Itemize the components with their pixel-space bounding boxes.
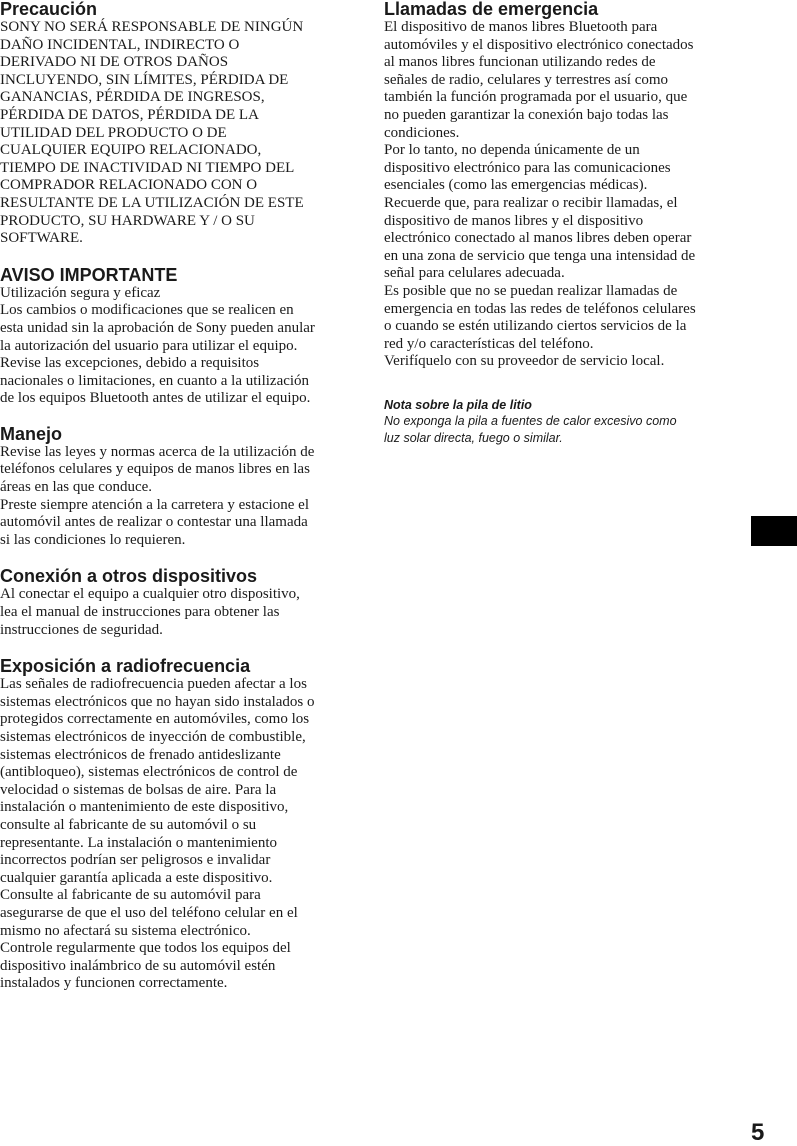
left-column xyxy=(0,0,346,993)
text-conexion: Al conectar el equipo a cualquier otro dispositivo, lea el manual de instrucciones para obtener las instrucciones de seguridad. xyxy=(0,586,300,638)
note-title: Nota sobre la pila de litio xyxy=(384,397,532,412)
note-text: No exponga la pila a fuentes de calor excesivo como luz solar directa, fuego o similar. xyxy=(384,414,677,445)
section-aviso-importante xyxy=(0,266,346,408)
heading-exposicion: Exposición a radiofrecuencia xyxy=(0,656,251,677)
text-aviso-importante: Utilización segura y eficaz Los cambios o modificaciones que se realicen en esta unidad sin la aprobación de Sony pueden anular la autorización del usuario para utilizar el equipo. Revise las excepciones, debido a requisitos nacionales o limitaciones, en cuanto a la utilización de los equipos Bluetooth antes de utilizar el equipo. xyxy=(0,284,315,407)
text-manejo: Revise las leyes y normas acerca de la utilización de teléfonos celulares y equipos de manos libres en las áreas en las que conduce. Preste siempre atención a la carretera y estacione el automóvil antes de realizar o contestar una llamada si las condiciones lo requieren. xyxy=(0,443,315,548)
heading-llamadas-emergencia: Llamadas de emergencia xyxy=(384,0,599,19)
section-conexion xyxy=(0,567,346,639)
section-manejo xyxy=(0,425,346,550)
text-precaucion: SONY NO SERÁ RESPONSABLE DE NINGÚN DAÑO INCIDENTAL, INDIRECTO O DERIVADO NI DE OTROS DAÑOS INCLUYENDO, SIN LÍMITES, PÉRDIDA DE GANANCIAS, PÉRDIDA DE INGRESOS, PÉRDIDA DE DATOS, PÉRDIDA DE LA UTILIDAD DEL PRODUCTO O DE CUALQUIER EQUIPO RELACIONADO, TIEMPO DE INACTIVIDAD NI TIEMPO DEL COMPRADOR RELACIONADO CON O RESULTANTE DE LA UTILIZACIÓN DE ESTE PRODUCTO, SU HARDWARE Y / O SU SOFTWARE. xyxy=(0,19,304,247)
section-tab-marker xyxy=(751,516,797,546)
right-column xyxy=(384,0,730,446)
text-llamadas-emergencia: El dispositivo de manos libres Bluetooth para automóviles y el dispositivo electrónico conectados al manos libres funcionan utilizando redes de señales de radio, celulares y terrestres así como también la función programada por el usuario, que no pueden garantizar la conexión bajo todas las condiciones. Por lo tanto, no dependa únicamente de un dispositivo electrónico para las comunicaciones esenciales (como las emergencias médicas). Recuerde que, para realizar o recibir llamadas, el dispositivo de manos libres y el dispositivo electrónico conectado al manos libres deben operar en una zona de servicio que tenga una intensidad de señal para celulares adecuada. Es posible que no se puedan realizar llamadas de emergencia en todas las redes de teléfonos celulares o cuando se estén utilizando ciertos servicios de la red y/o características del teléfono. Verifíquelo con su proveedor de servicio local. xyxy=(384,19,696,370)
heading-conexion: Conexión a otros dispositivos xyxy=(0,566,258,587)
heading-precaucion: Precaución xyxy=(0,0,98,19)
text-exposicion: Las señales de radiofrecuencia pueden afectar a los sistemas electrónicos que no hayan sido instalados o protegidos correctamente en automóviles, como los sistemas electrónicos de inyección de combustible, sistemas electrónicos de frenado antideslizante (antibloqueo), sistemas electrónicos de control de velocidad o sistemas de bolsas de aire. Para la instalación o mantenimiento de este dispositivo, consulte al fabricante de su automóvil o su representante. La instalación o mantenimiento incorrectos podrían ser peligrosos e invalidar cualquier garantía aplicada a este dispositivo. Consulte al fabricante de su automóvil para asegurarse de que el uso del teléfono celular en el mismo no afectará su sistema electrónico. Controle regularmente que todos los equipos del dispositivo inalámbrico de su automóvil estén instalados y funcionen correctamente. xyxy=(0,676,315,992)
heading-manejo: Manejo xyxy=(0,423,63,444)
heading-aviso-importante: AVISO IMPORTANTE xyxy=(0,264,178,285)
page-number: 5 xyxy=(751,1119,765,1146)
section-exposicion xyxy=(0,657,346,993)
note-lithium-battery xyxy=(384,397,730,447)
section-llamadas-emergencia xyxy=(384,0,730,371)
section-precaucion xyxy=(0,0,346,248)
